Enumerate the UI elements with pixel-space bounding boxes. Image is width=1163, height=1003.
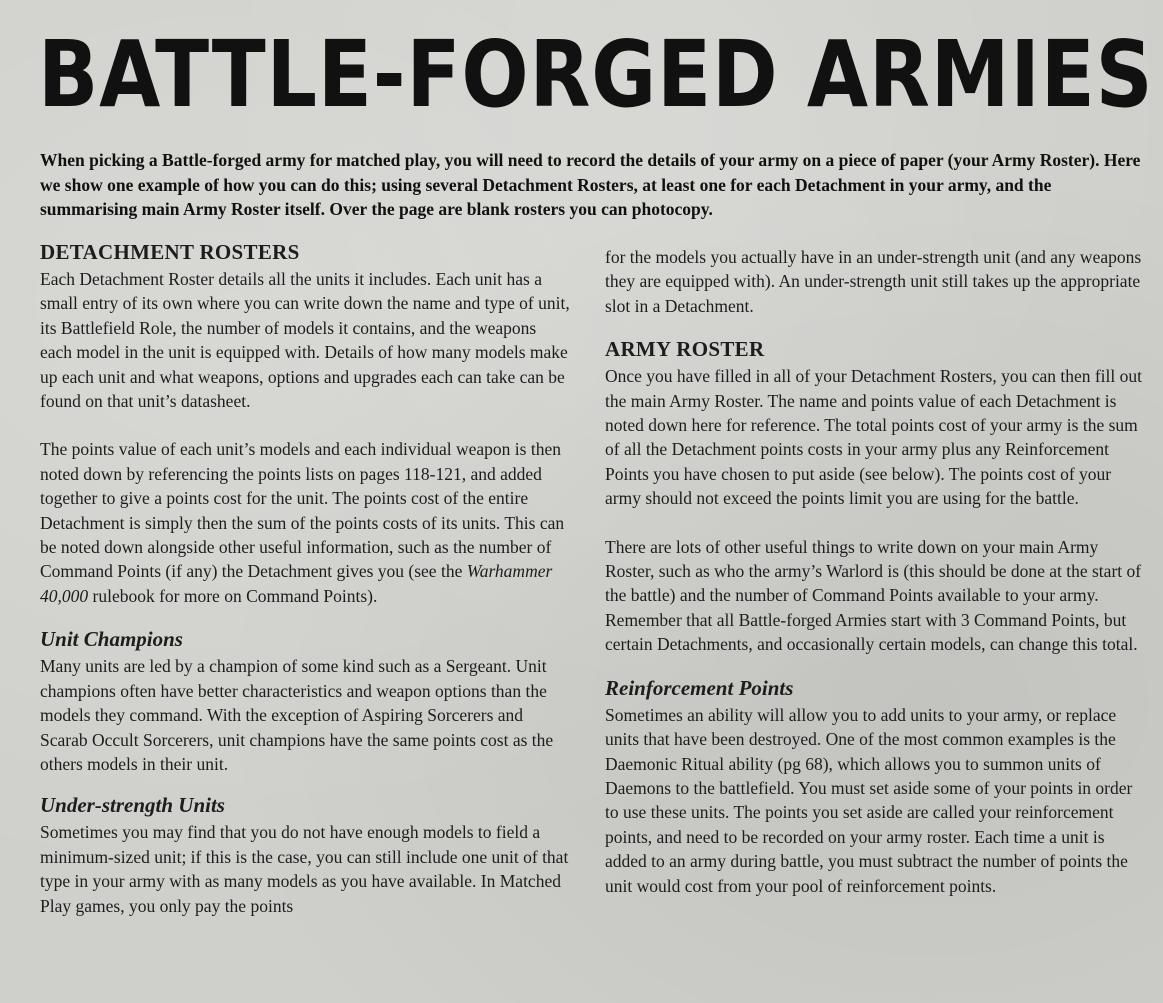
army-roster-paragraph-1: Once you have filled in all of your Detachment Rosters, you can then fill out the main Army Roster. The name and points value of each Detachment is noted down here for reference. The total points cost of your army is the sum of all the Detachment points costs in your army plus any Reinforcement Points you have chosen to put aside (see below). The points cost of your army should not exceed the points limit you are using for the battle. [605,366,1143,509]
detachment-paragraph-2-text-b: rulebook for more on Command Points). [88,585,378,606]
intro-paragraph: When picking a Battle-forged army for matched play, you will need to record the details of your army on a piece of paper (your Army Roster). Here we show one example of how you can do this; using several Detachment Rosters, at least one for each Detachment in your army, and the summarising main Army Roster itself. Over the page are blank rosters you can photocopy. [40,150,1141,219]
right-column [605,245,1145,898]
detachment-paragraph-2 [40,437,572,608]
reinforcement-points-heading: Reinforcement Points [605,675,794,700]
army-roster-paragraph-2: There are lots of other useful things to write down on your main Army Roster, such as who the army’s Warlord is (this should be done at the start of the battle) and the number of Command Points available to your army. Remember that all Battle-forged Armies start with 3 Command Points, but certain Detachments, and occasionally certain models, can change this total. [605,536,1142,655]
unit-champions-heading: Unit Champions [40,627,183,652]
page-title: BATTLE-FORGED ARMIES [38,21,1154,128]
under-strength-paragraph-start: Sometimes you may find that you do not have enough models to field a minimum-sized unit; if this is the case, you can still include one unit of that type in your army with as many models as you have available. In Matched Play games, you only pay the points [40,822,569,916]
under-strength-heading: Under-strength Units [40,793,225,818]
detachment-rosters-heading: DETACHMENT ROSTERS [40,240,300,264]
under-strength-paragraph-end: for the models you actually have in an under-strength unit (and any weapons they are equipped with). An under-strength unit still takes up the appropriate slot in a Detachment. [605,247,1142,316]
reinforcement-points-paragraph: Sometimes an ability will allow you to add units to your army, or replace units that have been destroyed. One of the most common examples is the Daemonic Ritual ability (pg 68), which allows you to summon units of Daemons to the battlefield. You must set aside some of your points in order to use these units. The points you set aside are called your reinforcement points, and need to be recorded on your army roster. Each time a unit is added to an army during battle, you must subtract the number of points the unit would cost from your pool of reinforcement points. [605,704,1133,896]
army-roster-heading: ARMY ROSTER [605,337,765,362]
detachment-paragraph-1: Each Detachment Roster details all the units it includes. Each unit has a small entry of its own where you can write down the name and type of unit, its Battlefield Role, the number of models it contains, and the weapons each model in the unit is equipped with. Details of how many models make up each unit and what weapons, options and upgrades each can take can be found on that unit’s datasheet. [40,269,570,412]
unit-champions-paragraph: Many units are led by a champion of some kind such as a Sergeant. Unit champions often have better characteristics and weapon options than the models they command. With the exception of Aspiring Sorcerers and Scarab Occult Sorcerers, unit champions have the same points cost as the others models in their unit. [40,656,554,774]
detachment-paragraph-2-text-a: The points value of each unit’s models and each individual weapon is then noted down by referencing the points lists on pages 118-121, and added together to give a points cost for the unit. The points cost of the entire Detachment is simply then the sum of the points costs of its units. This can be noted down alongside other useful information, such as the number of Command Points (if any) the Detachment gives you (see the [40,439,565,582]
rulebook-title: Warhammer 40,000 [40,561,553,606]
left-column [40,237,572,918]
